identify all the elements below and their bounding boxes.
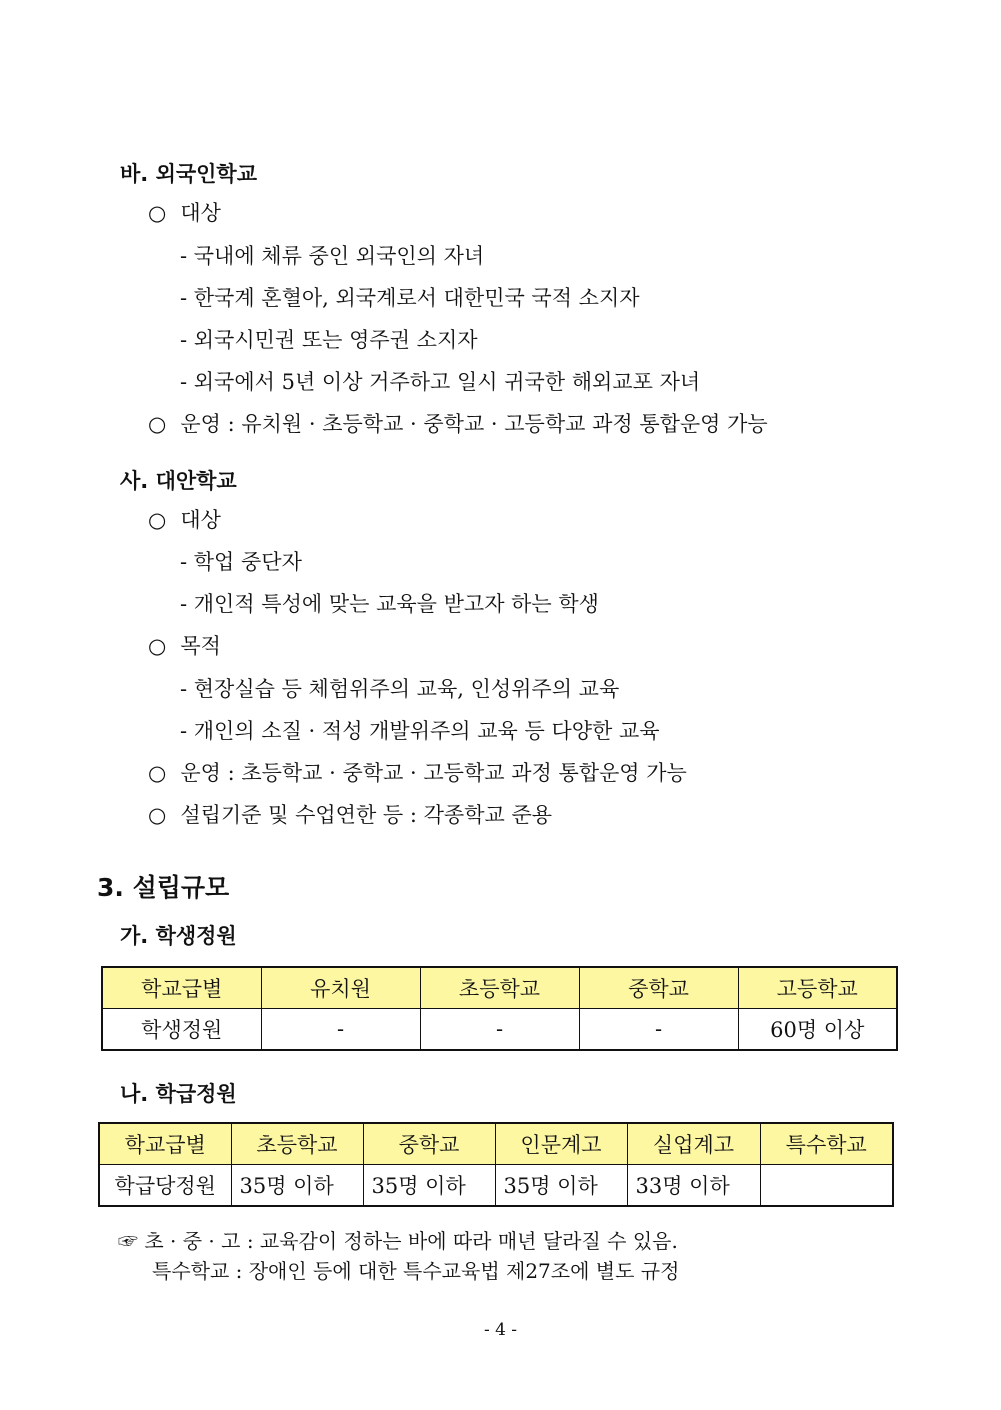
subsection-title-classes: 나. 학급정원 bbox=[120, 1082, 237, 1106]
table-header-row bbox=[99, 1123, 893, 1165]
bullet-operation bbox=[148, 408, 768, 438]
table-header-cell: 중학교 bbox=[579, 967, 738, 1009]
circle-bullet-icon: ○ bbox=[148, 634, 167, 658]
bullet-label: 목적 bbox=[180, 634, 221, 658]
list-item: - 개인의 소질 · 적성 개발위주의 교육 등 다양한 교육 bbox=[180, 719, 660, 743]
note-line: ☞ 초 · 중 · 고 : 교육감이 정하는 바에 따라 매년 달라질 수 있음. bbox=[118, 1229, 678, 1253]
bullet-label: 운영 : 초등학교 · 중학교 · 고등학교 과정 통합운영 가능 bbox=[180, 761, 687, 785]
table-cell: 33명 이하 bbox=[627, 1165, 760, 1207]
circle-bullet-icon: ○ bbox=[148, 803, 167, 827]
table-row bbox=[99, 1165, 893, 1207]
circle-bullet-icon: ○ bbox=[148, 412, 167, 436]
bullet-purpose bbox=[148, 630, 221, 660]
list-item: - 현장실습 등 체험위주의 교육, 인성위주의 교육 bbox=[180, 677, 620, 701]
circle-bullet-icon: ○ bbox=[148, 761, 167, 785]
table-header-cell: 특수학교 bbox=[760, 1123, 893, 1165]
table-cell: 35명 이하 bbox=[231, 1165, 363, 1207]
table-cell: - bbox=[261, 1009, 420, 1051]
bullet-target bbox=[148, 197, 221, 227]
table-header-cell: 초등학교 bbox=[231, 1123, 363, 1165]
table-header-cell: 고등학교 bbox=[738, 967, 897, 1009]
bullet-target bbox=[148, 504, 221, 534]
page-number: - 4 - bbox=[483, 1320, 518, 1340]
note-line: 특수학교 : 장애인 등에 대한 특수교육법 제27조에 별도 규정 bbox=[152, 1259, 680, 1283]
bullet-label: 설립기준 및 수업연한 등 : 각종학교 준용 bbox=[180, 803, 553, 827]
table-header-cell: 실업계고 bbox=[627, 1123, 760, 1165]
table-header-cell: 중학교 bbox=[363, 1123, 495, 1165]
bullet-standard bbox=[148, 799, 552, 829]
student-quota-table bbox=[101, 966, 898, 1051]
table-cell bbox=[760, 1165, 893, 1207]
subsection-title-students: 가. 학생정원 bbox=[120, 924, 237, 948]
list-item: - 국내에 체류 중인 외국인의 자녀 bbox=[180, 244, 485, 268]
section-title-alternative-school: 사. 대안학교 bbox=[120, 469, 237, 493]
table-cell: 35명 이하 bbox=[363, 1165, 495, 1207]
circle-bullet-icon: ○ bbox=[148, 508, 167, 532]
section-title-foreign-school: 바. 외국인학교 bbox=[120, 162, 258, 186]
table-header-row bbox=[102, 967, 897, 1009]
list-item: - 외국시민권 또는 영주권 소지자 bbox=[180, 328, 478, 352]
bullet-operation bbox=[148, 757, 687, 787]
table-cell: 60명 이상 bbox=[738, 1009, 897, 1051]
bullet-label: 대상 bbox=[180, 508, 221, 532]
list-item: - 한국계 혼혈아, 외국계로서 대한민국 국적 소지자 bbox=[180, 286, 640, 310]
circle-bullet-icon: ○ bbox=[148, 201, 167, 225]
class-quota-table bbox=[98, 1122, 894, 1207]
table-cell: 35명 이하 bbox=[495, 1165, 627, 1207]
table-header-cell: 학교급별 bbox=[99, 1123, 231, 1165]
table-header-cell: 유치원 bbox=[261, 967, 420, 1009]
list-item: - 개인적 특성에 맞는 교육을 받고자 하는 학생 bbox=[180, 592, 599, 616]
list-item: - 외국에서 5년 이상 거주하고 일시 귀국한 해외교포 자녀 bbox=[180, 370, 701, 394]
table-cell: 학급당정원 bbox=[99, 1165, 231, 1207]
table-header-cell: 학교급별 bbox=[102, 967, 261, 1009]
table-row bbox=[102, 1009, 897, 1051]
table-cell: 학생정원 bbox=[102, 1009, 261, 1051]
list-item: - 학업 중단자 bbox=[180, 550, 302, 574]
table-cell: - bbox=[420, 1009, 579, 1051]
table-cell: - bbox=[579, 1009, 738, 1051]
section-title-scale: 3. 설립규모 bbox=[97, 873, 230, 902]
table-header-cell: 초등학교 bbox=[420, 967, 579, 1009]
bullet-label: 운영 : 유치원 · 초등학교 · 중학교 · 고등학교 과정 통합운영 가능 bbox=[180, 412, 768, 436]
bullet-label: 대상 bbox=[180, 201, 221, 225]
table-header-cell: 인문계고 bbox=[495, 1123, 627, 1165]
